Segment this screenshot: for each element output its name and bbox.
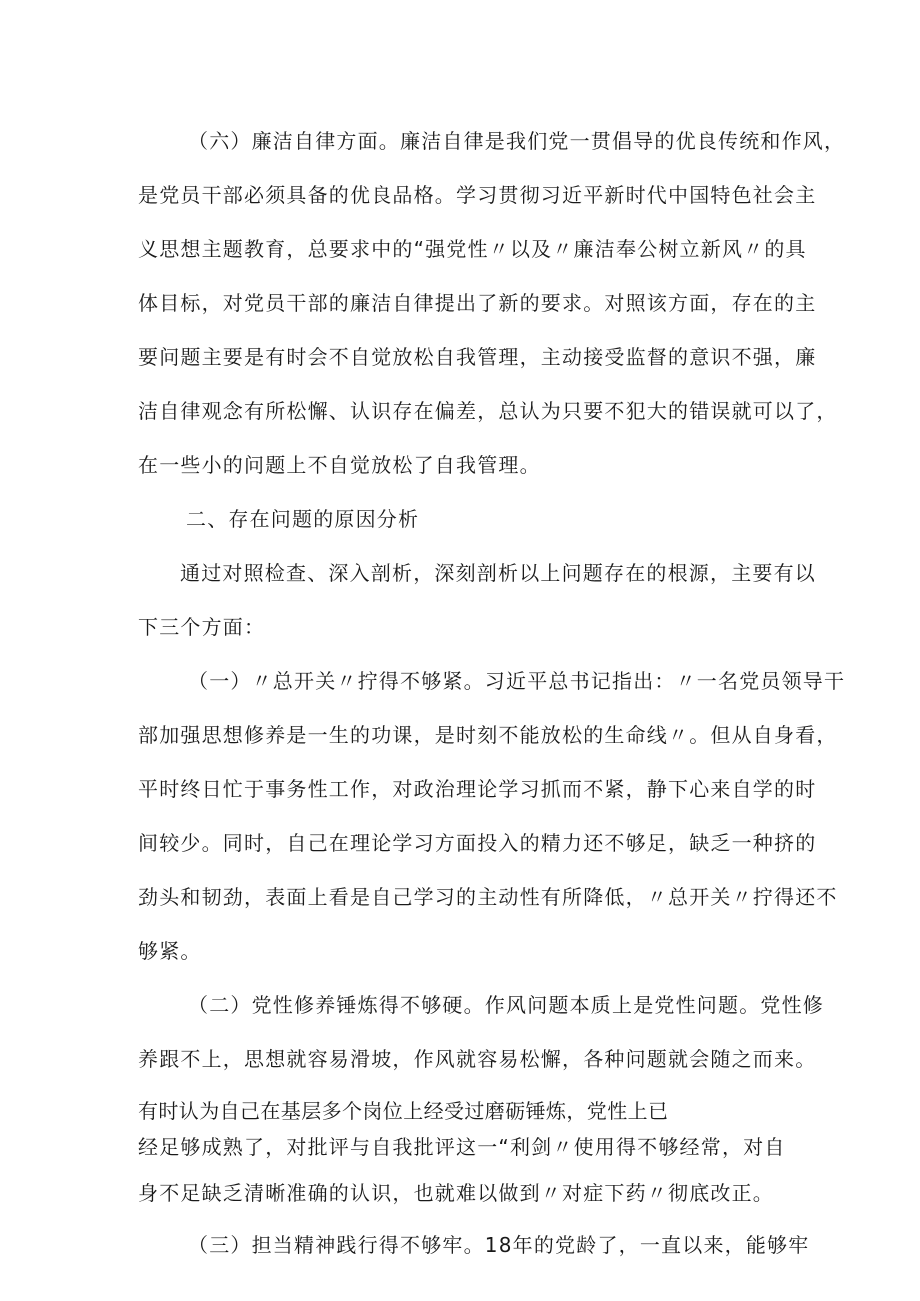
text-line: （一）〃总开关〃拧得不够紧。习近平总书记指出：〃一名党员领导干 (188, 669, 846, 693)
text-line: 有时认为自己在基层多个岗位上经受过磨砺锤炼，党性上已 (138, 1099, 669, 1123)
text-line: 间较少。同时，自己在理论学习方面投入的精力还不够足，缺乏一种挤的 (138, 831, 817, 855)
text-line: 下三个方面： (138, 615, 266, 639)
text-line: 劲头和韧劲，表面上看是自己学习的主动性有所降低，〃总开关〃拧得还不 (138, 885, 838, 909)
text-line: 平时终日忙于事务性工作，对政治理论学习抓而不紧，静下心来自学的时 (138, 777, 817, 801)
text-line: 部加强思想修养是一生的功课，是时刻不能放松的生命线〃。但从自身看， (138, 723, 838, 747)
text-line: 身不足缺乏清晰准确的认识，也就难以做到〃对症下药〃彻底改正。 (138, 1181, 774, 1205)
text-line: 是党员干部必须具备的优良品格。学习贯彻习近平新时代中国特色社会主 (138, 183, 817, 207)
text-line: （三）担当精神践行得不够牢。18年的党龄了，一直以来，能够牢 (188, 1233, 810, 1257)
text-line: 通过对照检查、深入剖析，深刻剖析以上问题存在的根源，主要有以 (180, 561, 816, 585)
text-line: 要问题主要是有时会不自觉放松自我管理，主动接受监督的意识不强，廉 (138, 345, 817, 369)
text-line: 够紧。 (138, 939, 202, 963)
text-line: 体目标，对党员干部的廉洁自律提出了新的要求。对照该方面，存在的主 (138, 291, 817, 315)
text-line: 在一些小的问题上不自觉放松了自我管理。 (138, 453, 541, 477)
text-line: 洁自律观念有所松懈、认识存在偏差，总认为只要不犯大的错误就可以了， (138, 399, 838, 423)
text-line: 义思想主题教育，总要求中的“强党性〃以及〃廉洁奉公树立新风〃的具 (138, 237, 807, 261)
text-line: （二）党性修养锤炼得不够硬。作风问题本质上是党性问题。党性修 (188, 993, 824, 1017)
text-line: 养跟不上，思想就容易滑坡，作风就容易松懈，各种问题就会随之而来。 (138, 1047, 817, 1071)
text-line: （六）廉洁自律方面。廉洁自律是我们党一贯倡导的优良传统和作风， (188, 129, 846, 153)
section-heading: 二、存在问题的原因分析 (186, 507, 420, 531)
text-line: 经足够成熟了，对批评与自我批评这一“利剑〃使用得不够经常，对自 (138, 1135, 786, 1159)
